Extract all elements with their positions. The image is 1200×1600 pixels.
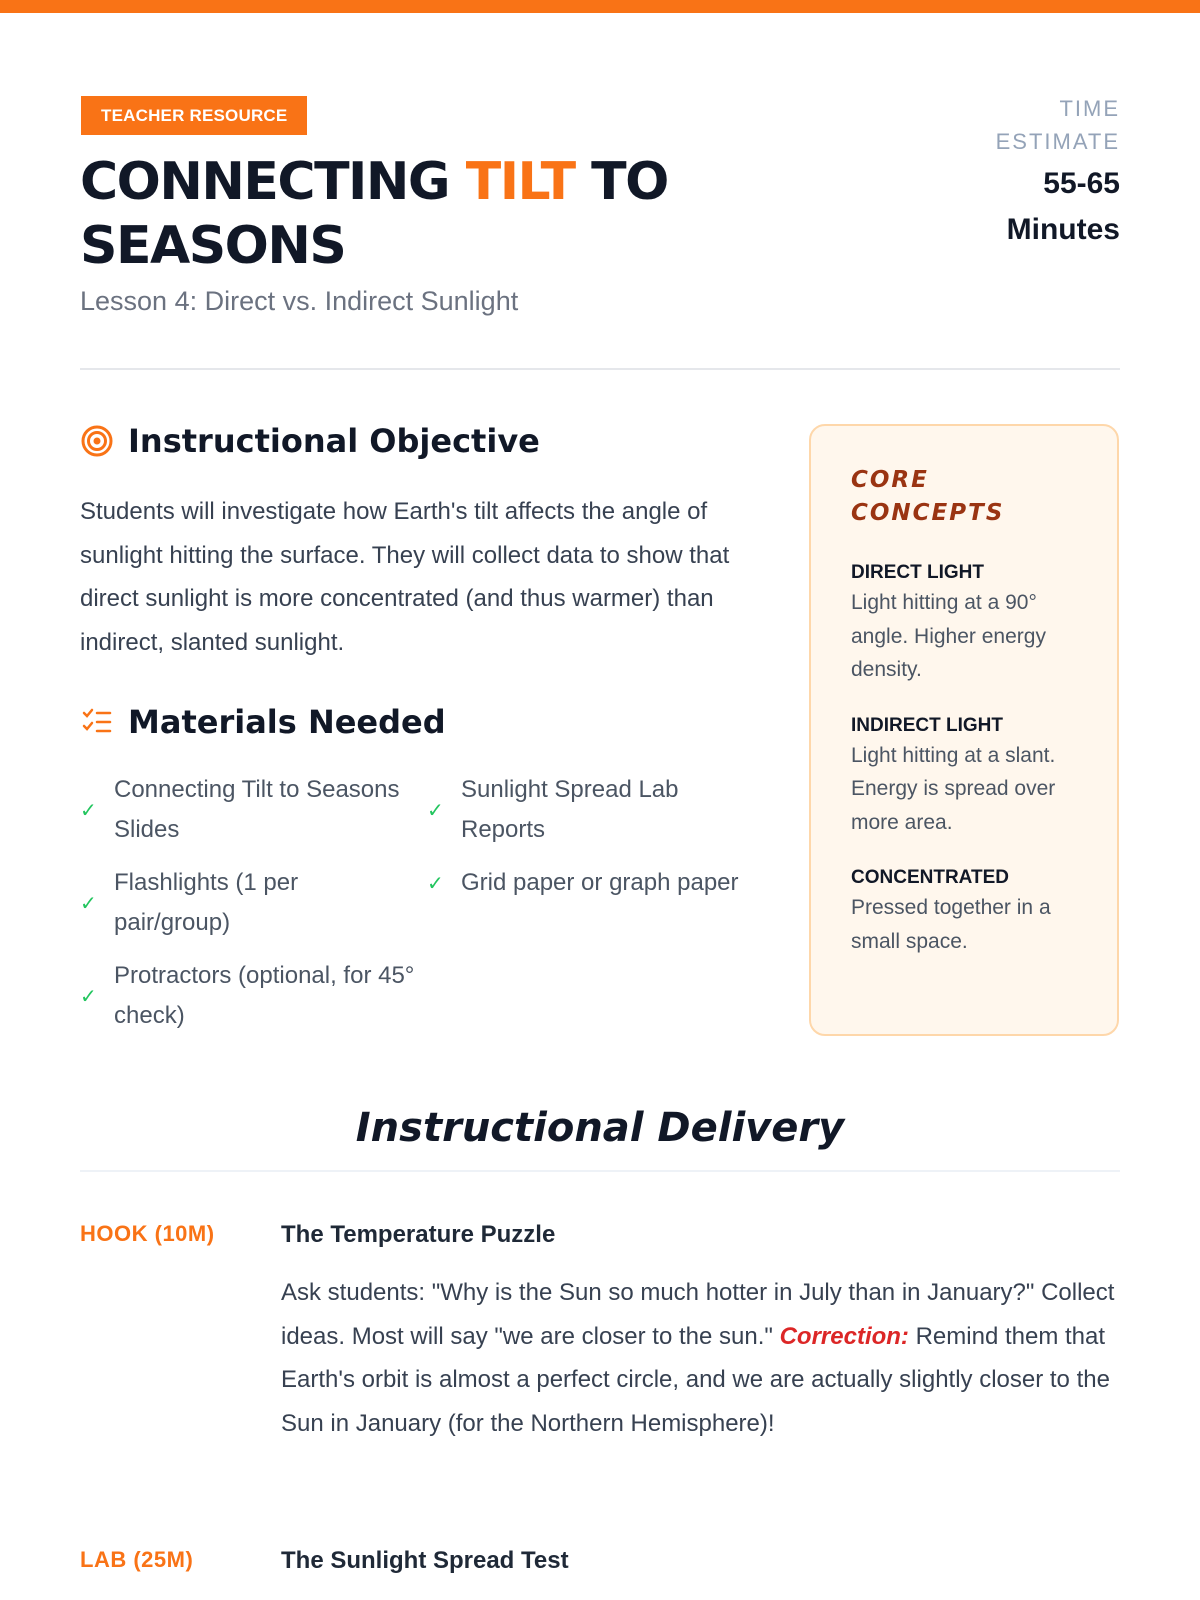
concept-term: INDIRECT LIGHT bbox=[851, 714, 1003, 736]
check-icon: ✓ bbox=[80, 985, 97, 1008]
concept-item bbox=[851, 713, 1077, 840]
check-icon: ✓ bbox=[427, 872, 444, 895]
material-item bbox=[80, 863, 400, 943]
objective-heading-text: Instructional Objective bbox=[128, 422, 540, 460]
title-part-2: TO SEASONS bbox=[80, 152, 668, 276]
material-item bbox=[427, 863, 747, 903]
material-item bbox=[80, 770, 400, 850]
core-concepts-heading: CORE CONCEPTS bbox=[851, 467, 1005, 526]
objective-heading bbox=[80, 422, 540, 460]
delivery-divider bbox=[80, 1170, 1120, 1172]
concept-definition: Light hitting at a slant. Energy is spread over more area. bbox=[851, 743, 1056, 834]
step-body bbox=[281, 1271, 1121, 1445]
material-text: Connecting Tilt to Seasons Slides bbox=[114, 776, 400, 843]
step-tag: LAB (25M) bbox=[80, 1547, 194, 1572]
header-divider bbox=[80, 368, 1120, 370]
time-label-line-2: ESTIMATE bbox=[995, 129, 1120, 154]
time-estimate bbox=[940, 92, 1120, 253]
target-icon bbox=[80, 424, 114, 458]
page-title bbox=[80, 150, 800, 278]
material-text: Sunlight Spread Lab Reports bbox=[461, 776, 679, 843]
check-icon: ✓ bbox=[80, 799, 97, 822]
core-concepts-panel bbox=[809, 424, 1119, 1036]
correction-label: Correction: bbox=[779, 1322, 909, 1350]
concept-item bbox=[851, 560, 1077, 687]
title-accent: TILT bbox=[465, 152, 575, 212]
step-title: The Temperature Puzzle bbox=[281, 1221, 556, 1248]
step-body-text-end: Remind them that Earth's orbit is almost a perfect circle, and we are actually slightly closer to the Sun in January (for the Northern Hemisphere)! bbox=[281, 1322, 1110, 1437]
time-label-line-1: TIME bbox=[1059, 96, 1120, 121]
title-part-1: CONNECTING bbox=[80, 152, 466, 212]
concept-definition: Light hitting at a 90° angle. Higher energy density. bbox=[851, 591, 1046, 681]
teacher-resource-badge: TEACHER RESOURCE bbox=[81, 96, 307, 135]
check-icon: ✓ bbox=[80, 892, 97, 915]
time-value-line-2: Minutes bbox=[1006, 213, 1120, 246]
lesson-subtitle: Lesson 4: Direct vs. Indirect Sunlight bbox=[80, 286, 519, 316]
concept-definition: Pressed together in a small space. bbox=[851, 896, 1051, 953]
hook-step bbox=[80, 1221, 1120, 1481]
objective-text: Students will investigate how Earth's tilt affects the angle of sunlight hitting the surface. They will collect data to show that direct sunlight is more concentrated (and thus warmer) than indirect, slanted sunlight. bbox=[80, 498, 730, 656]
material-text: Protractors (optional, for 45° check) bbox=[114, 962, 415, 1029]
materials-heading bbox=[80, 703, 446, 741]
step-body-text-start: Ask students: "Why is the Sun so much hotter in July than in January?" Collect ideas. Most will say "we are closer to the sun." bbox=[281, 1279, 1115, 1350]
material-text: Grid paper or graph paper bbox=[461, 869, 739, 896]
material-item bbox=[80, 956, 420, 1036]
concept-item bbox=[851, 865, 1077, 958]
material-item bbox=[427, 770, 747, 850]
materials-heading-text: Materials Needed bbox=[128, 703, 446, 741]
material-text: Flashlights (1 per pair/group) bbox=[114, 869, 299, 936]
time-value-line-1: 55-65 bbox=[1043, 167, 1120, 200]
top-accent-bar bbox=[0, 0, 1200, 13]
step-title: The Sunlight Spread Test bbox=[281, 1547, 569, 1574]
check-icon: ✓ bbox=[427, 799, 444, 822]
checklist-icon bbox=[80, 705, 114, 739]
concept-term: DIRECT LIGHT bbox=[851, 562, 984, 583]
concept-term: CONCENTRATED bbox=[851, 867, 1009, 888]
step-tag: HOOK (10M) bbox=[80, 1221, 215, 1246]
delivery-heading: Instructional Delivery bbox=[355, 1105, 845, 1151]
lab-step bbox=[80, 1547, 1120, 1587]
